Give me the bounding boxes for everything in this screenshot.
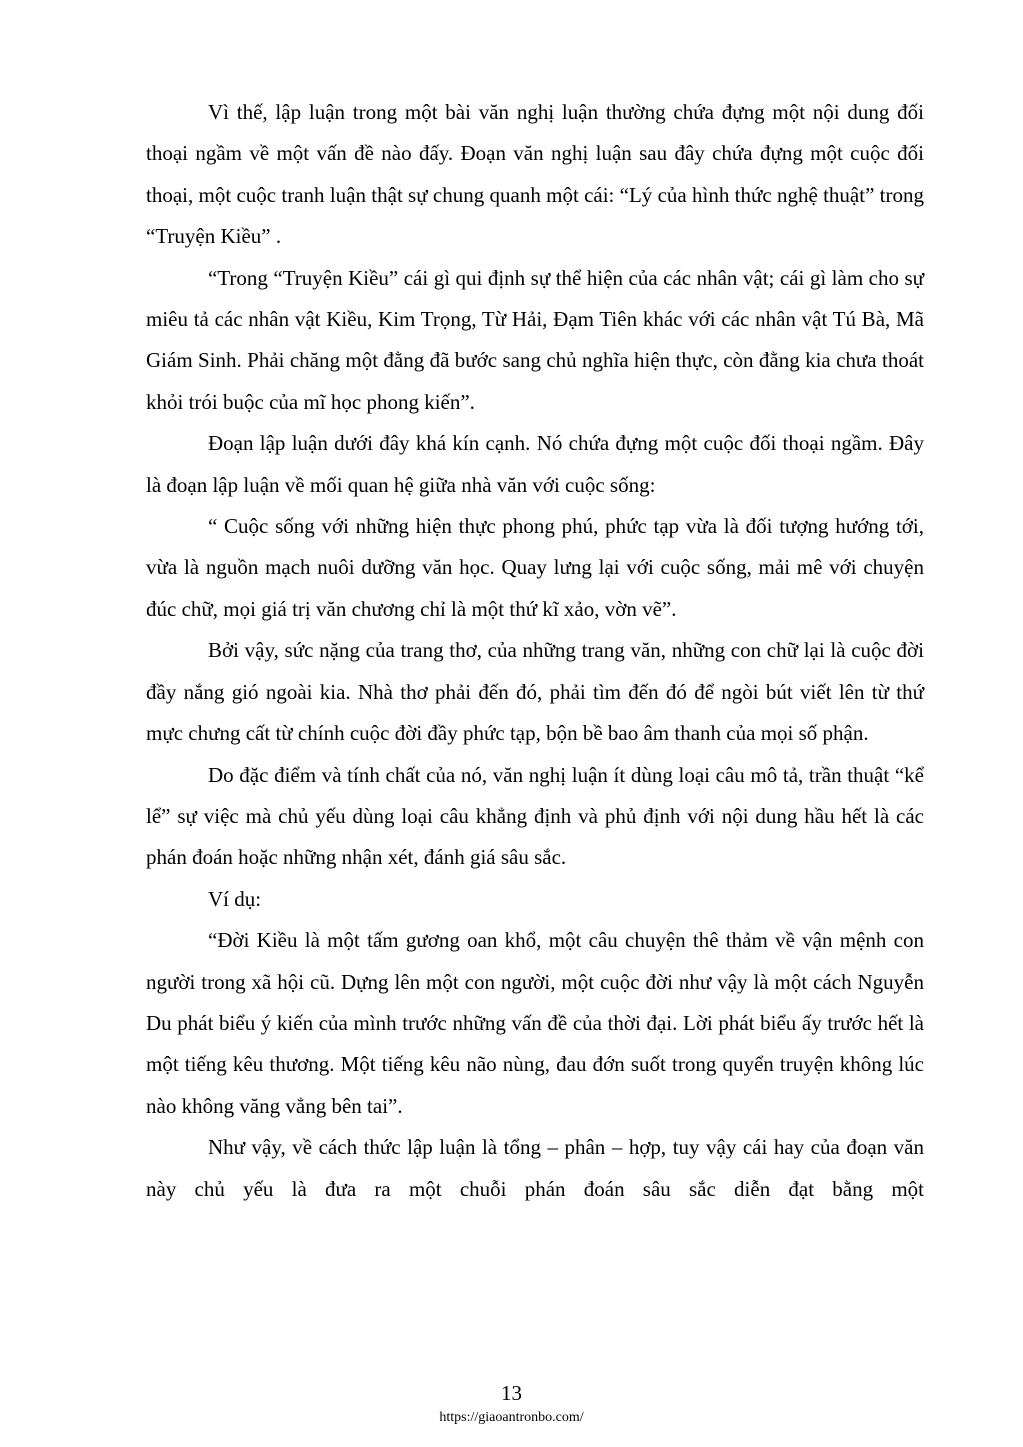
paragraph-4: “ Cuộc sống với những hiện thực phong phú, phức tạp vừa là đối tượng hướng tới, vừa là nguồn mạch nuôi dưỡng văn học. Quay lưng lại với cuộc sống, mải mê với chuyện đúc chữ, mọi giá trị văn chương chỉ là một thứ kĩ xảo, vờn vẽ”. [146, 514, 924, 621]
body-text [146, 92, 924, 1210]
paragraph-9: Như vậy, về cách thức lập luận là tổng – phân – hợp, tuy vậy cái hay của đoạn văn này chủ yếu là đưa ra một chuỗi phán đoán sâu sắc diễn đạt bằng một [146, 1135, 924, 1201]
paragraph-5: Bởi vậy, sức nặng của trang thơ, của những trang văn, những con chữ lại là cuộc đời đầy nắng gió ngoài kia. Nhà thơ phải đến đó, phải tìm đến đó để ngòi bút viết lên từ thứ mực chưng cất từ chính cuộc đời đầy phức tạp, bộn bề bao âm thanh của mọi số phận. [146, 638, 924, 746]
paragraph-2: “Trong “Truyện Kiều” cái gì qui định sự thể hiện của các nhân vật; cái gì làm cho sự miêu tả các nhân vật Kiều, Kim Trọng, Từ Hải, Đạm Tiên khác với các nhân vật Tú Bà, Mã Giám Sinh. Phải chăng một đằng đã bước sang chủ nghĩa hiện thực, còn đằng kia chưa thoát khỏi trói buộc của mĩ học phong kiến”. [146, 265, 924, 414]
source-url: https://giaoantronbo.com/ [439, 1410, 584, 1425]
paragraph-6: Do đặc điểm và tính chất của nó, văn nghị luận ít dùng loại câu mô tả, trần thuật “kể lể” sự việc mà chủ yếu dùng loại câu khẳng định và phủ định với nội dung hầu hết là các phán đoán hoặc những nhận xét, đánh giá sâu sắc. [146, 762, 924, 870]
paragraph-7: Ví dụ: [208, 886, 262, 911]
page-number: 13 [501, 1381, 522, 1405]
paragraph-1: Vì thế, lập luận trong một bài văn nghị luận thường chứa đựng một nội dung đối thoại ngầm về một vấn đề nào đấy. Đoạn văn nghị luận sau đây chứa đựng một cuộc đối thoại, một cuộc tranh luận thật sự chung quanh một cái: “Lý của hình thức nghệ thuật” trong “Truyện Kiều” . [146, 100, 924, 249]
paragraph-8: “Đời Kiều là một tấm gương oan khổ, một câu chuyện thê thảm về vận mệnh con người trong xã hội cũ. Dựng lên một con người, một cuộc đời như vậy là một cách Nguyễn Du phát biểu ý kiến của mình trước những vấn đề của thời đại. Lời phát biểu ấy trước hết là một tiếng kêu thương. Một tiếng kêu não nùng, đau đớn suốt trong quyển truyện không lúc nào không văng vẳng bên tai”. [146, 928, 924, 1118]
paragraph-3: Đoạn lập luận dưới đây khá kín cạnh. Nó chứa đựng một cuộc đối thoại ngầm. Đây là đoạn lập luận về mối quan hệ giữa nhà văn với cuộc sống: [146, 431, 924, 497]
